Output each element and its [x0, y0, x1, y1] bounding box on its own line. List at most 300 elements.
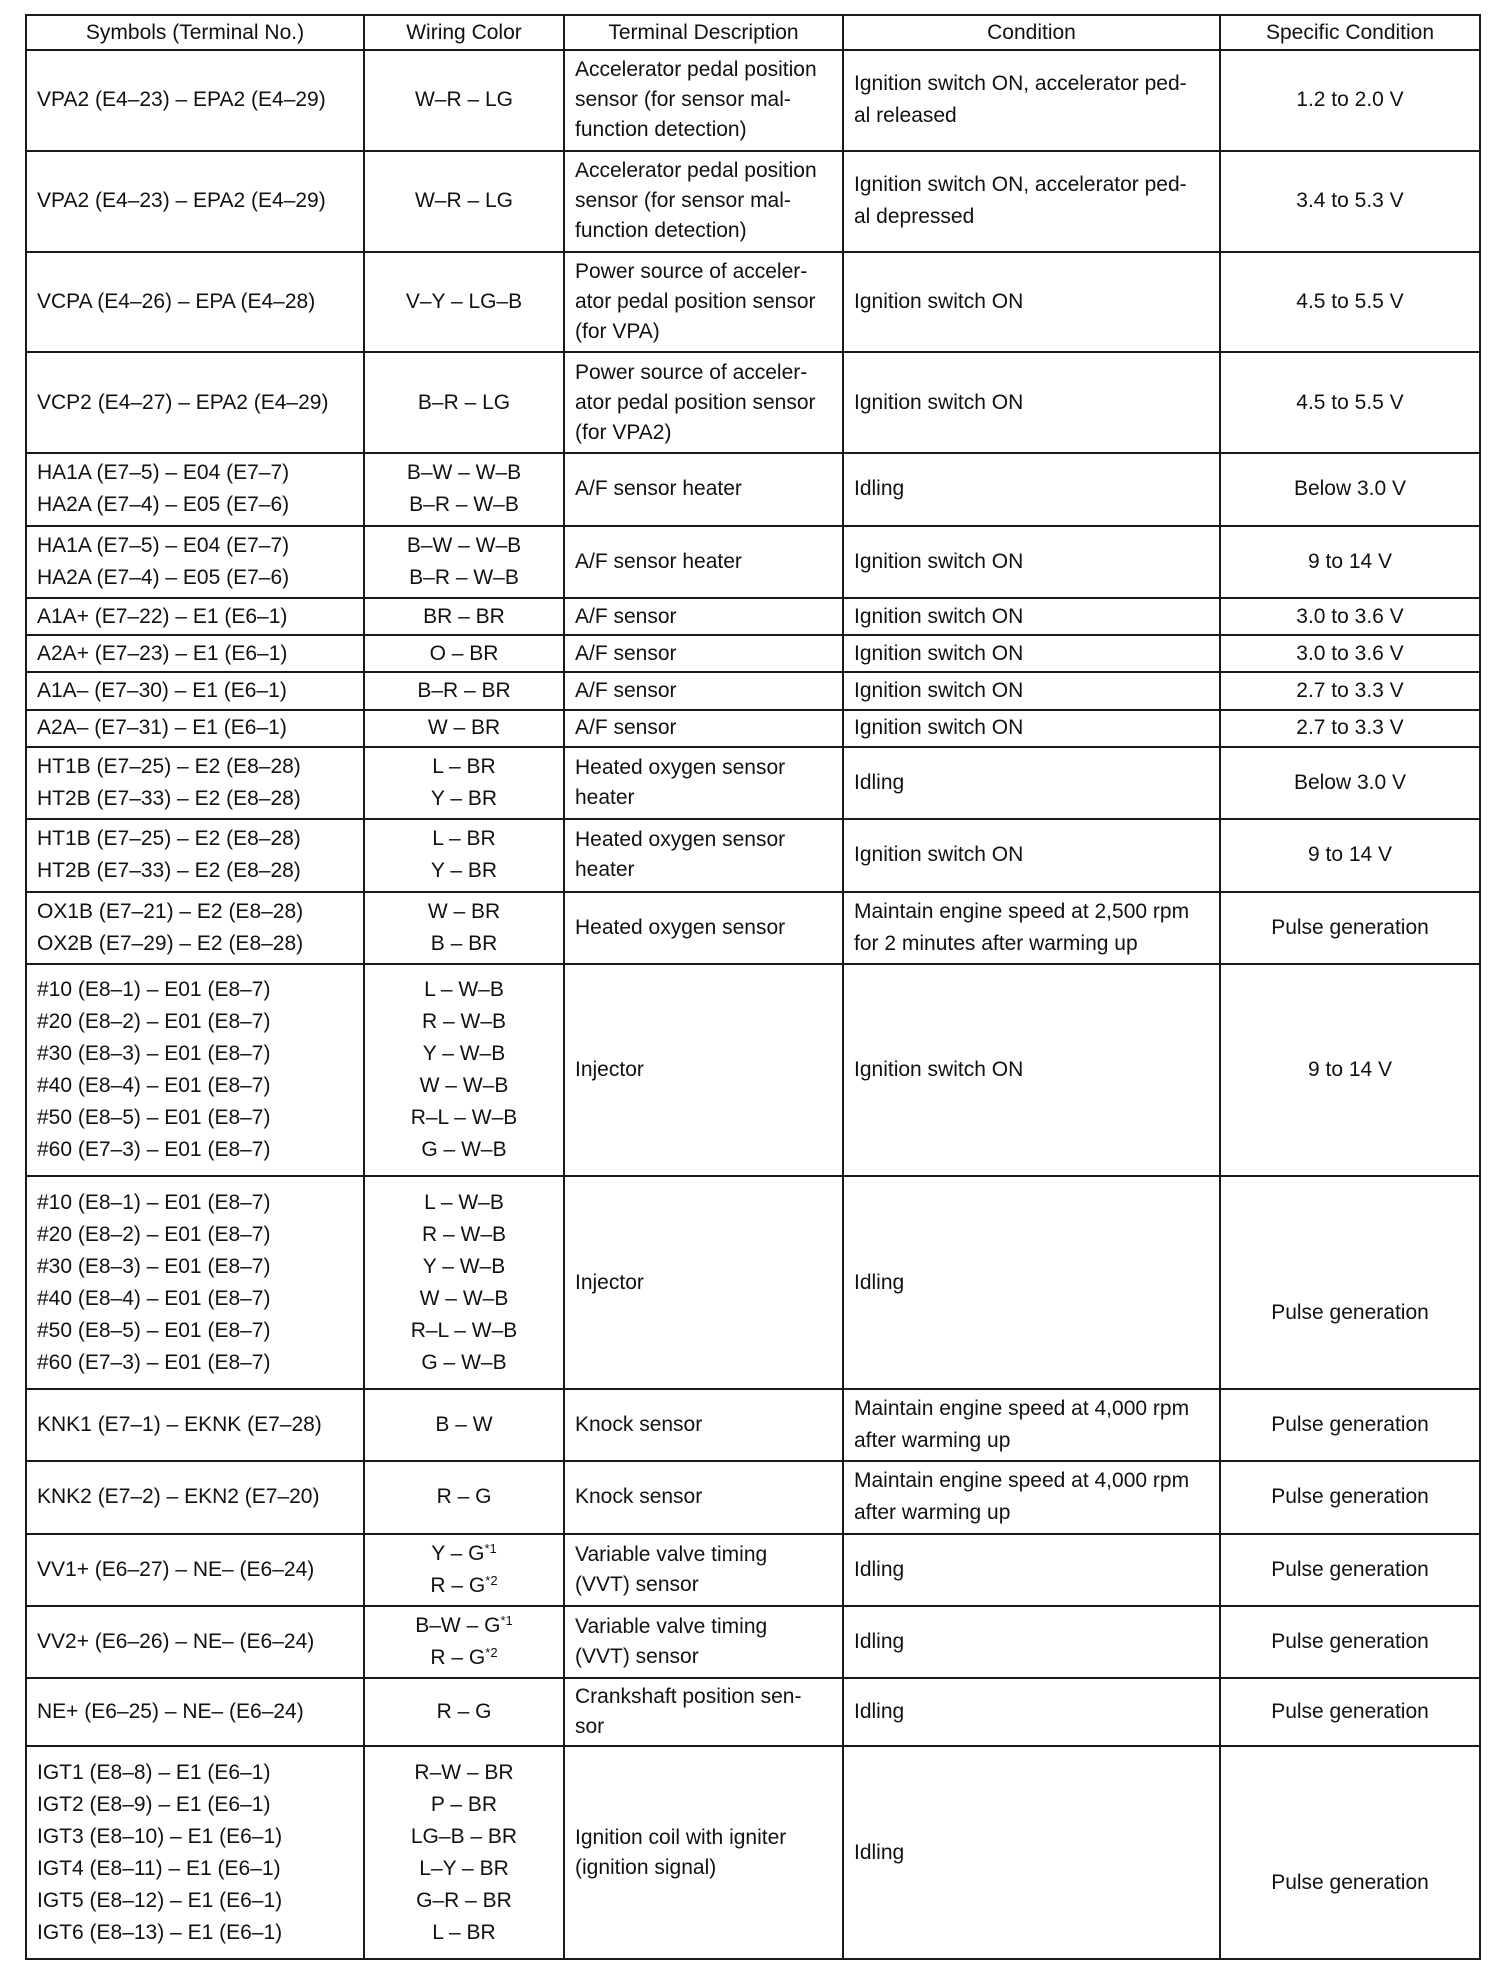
specific-condition-value: Pulse generation	[1271, 1413, 1429, 1437]
specific-condition-value: Pulse generation	[1271, 1300, 1429, 1324]
specific-condition-value: 2.7 to 3.3 V	[1296, 716, 1404, 740]
terminal-table	[25, 14, 1481, 1960]
wiring-color-cell	[364, 1746, 564, 1959]
table-row	[26, 819, 1480, 891]
terminal-description-cell	[564, 50, 843, 151]
specific-condition-cell	[1220, 1461, 1480, 1533]
wiring-color	[375, 1251, 553, 1283]
condition-line: Ignition switch ON	[854, 290, 1024, 314]
wiring-color	[375, 387, 553, 419]
specific-condition-cell	[1220, 453, 1480, 525]
description-line: heater	[575, 858, 635, 882]
terminal-description-cell	[564, 672, 843, 709]
header-condition: Condition	[843, 15, 1220, 50]
wiring-color	[375, 1006, 553, 1038]
wiring-color	[375, 1821, 553, 1853]
description-line: ator pedal position sensor	[575, 390, 816, 414]
wiring-color	[375, 928, 553, 960]
terminal-description-cell	[564, 747, 843, 819]
specific-condition-value: 4.5 to 5.5 V	[1296, 390, 1404, 414]
specific-condition-value: 1.2 to 2.0 V	[1296, 88, 1404, 112]
terminal-symbol: IGT5 (E8–12) – E1 (E6–1)	[37, 1888, 283, 1912]
symbols-cell	[26, 1606, 364, 1678]
specific-condition-cell	[1220, 352, 1480, 453]
description-line: (ignition signal)	[575, 1855, 717, 1879]
terminal-description-cell	[564, 892, 843, 964]
terminal-description-cell	[564, 964, 843, 1177]
specific-condition-value: Below 3.0 V	[1293, 771, 1407, 795]
wiring-color-text: R – G	[430, 1646, 486, 1670]
condition-cell	[843, 1534, 1220, 1606]
symbols-cell	[26, 1746, 364, 1959]
terminal-symbol: VCPA (E4–26) – EPA (E4–28)	[37, 290, 316, 314]
table-row	[26, 710, 1480, 747]
condition-line: Maintain engine speed at 4,000 rpm	[854, 1469, 1190, 1493]
wiring-color	[375, 530, 553, 562]
terminal-description-cell	[564, 526, 843, 598]
symbols-cell	[26, 635, 364, 672]
specific-condition-cell	[1220, 1534, 1480, 1606]
description-line: A/F sensor heater	[575, 477, 742, 501]
wiring-color	[375, 1102, 553, 1134]
table-row	[26, 672, 1480, 709]
condition-line: Ignition switch ON, accelerator ped-	[854, 173, 1187, 197]
condition-cell	[843, 352, 1220, 453]
table-row	[26, 1606, 1480, 1678]
description-line: Accelerator pedal position	[575, 58, 817, 82]
condition-line: Ignition switch ON	[854, 716, 1024, 740]
wiring-color-text: R – G	[436, 1485, 492, 1509]
condition-cell	[843, 710, 1220, 747]
wiring-color	[375, 1134, 553, 1166]
specific-condition-cell	[1220, 747, 1480, 819]
terminal-symbol: KNK1 (E7–1) – EKNK (E7–28)	[37, 1413, 322, 1437]
terminal-description-cell	[564, 635, 843, 672]
condition-line: Ignition switch ON	[854, 604, 1024, 628]
description-line: Heated oxygen sensor	[575, 756, 786, 780]
wiring-color-cell	[364, 710, 564, 747]
terminal-symbol: HA1A (E7–5) – E04 (E7–7)	[37, 461, 290, 485]
terminal-symbol: IGT2 (E8–9) – E1 (E6–1)	[37, 1792, 271, 1816]
wiring-color-text: B–W – W–B	[406, 533, 522, 557]
wiring-color-cell	[364, 526, 564, 598]
table-row	[26, 453, 1480, 525]
symbols-cell	[26, 598, 364, 635]
symbols-cell	[26, 352, 364, 453]
symbols-cell	[26, 453, 364, 525]
condition-cell	[843, 1746, 1220, 1959]
description-line: A/F sensor	[575, 641, 677, 665]
terminal-symbol: HT2B (E7–33) – E2 (E8–28)	[37, 859, 301, 883]
description-line: sensor (for sensor mal-	[575, 88, 791, 112]
terminal-symbol: VPA2 (E4–23) – EPA2 (E4–29)	[37, 189, 326, 213]
wiring-color-cell	[364, 1389, 564, 1461]
wiring-color-text: G–R – BR	[416, 1888, 512, 1912]
condition-line: after warming up	[854, 1501, 1011, 1525]
condition-line: Maintain engine speed at 2,500 rpm	[854, 899, 1190, 923]
symbols-cell	[26, 252, 364, 353]
terminal-symbol: #20 (E8–2) – E01 (E8–7)	[37, 1222, 271, 1246]
description-line: Variable valve timing	[575, 1542, 768, 1566]
specific-condition-value: Pulse generation	[1271, 915, 1429, 939]
condition-line: Ignition switch ON	[854, 641, 1024, 665]
wiring-color	[375, 1070, 553, 1102]
terminal-description-cell	[564, 1176, 843, 1389]
specific-condition-cell	[1220, 964, 1480, 1177]
specific-condition-cell	[1220, 598, 1480, 635]
condition-cell	[843, 964, 1220, 1177]
condition-cell	[843, 1389, 1220, 1461]
wiring-color	[375, 601, 553, 633]
condition-line: for 2 minutes after warming up	[854, 931, 1138, 955]
terminal-symbol: NE+ (E6–25) – NE– (E6–24)	[37, 1700, 304, 1724]
wiring-color	[375, 1642, 553, 1674]
specific-condition-value: Pulse generation	[1271, 1630, 1429, 1654]
specific-condition-value: 9 to 14 V	[1307, 1058, 1393, 1082]
wiring-color	[375, 1038, 553, 1070]
condition-line: Idling	[854, 1557, 905, 1581]
table-row	[26, 747, 1480, 819]
wiring-color	[375, 1409, 553, 1441]
description-line: Injector	[575, 1270, 644, 1294]
specific-condition-cell	[1220, 1606, 1480, 1678]
header-terminal-description: Terminal Description	[564, 15, 843, 50]
wiring-color-text: Y – G	[431, 1541, 485, 1565]
wiring-color-cell	[364, 672, 564, 709]
terminal-description-cell	[564, 352, 843, 453]
wiring-color	[375, 855, 553, 887]
wiring-color-text: Y – W–B	[422, 1042, 506, 1066]
symbols-cell	[26, 819, 364, 891]
wiring-color-text: B–R – W–B	[409, 565, 519, 589]
condition-line: Maintain engine speed at 4,000 rpm	[854, 1397, 1190, 1421]
wiring-color-cell	[364, 1461, 564, 1533]
condition-cell	[843, 672, 1220, 709]
description-line: function detection)	[575, 118, 747, 142]
wiring-color-text: R–L – W–B	[410, 1318, 518, 1342]
table-row	[26, 635, 1480, 672]
wiring-color	[375, 1219, 553, 1251]
table-row	[26, 1461, 1480, 1533]
wiring-color	[375, 457, 553, 489]
wiring-color	[375, 1917, 553, 1949]
wiring-color-text: LG–B – BR	[410, 1824, 518, 1848]
specific-condition-cell	[1220, 526, 1480, 598]
description-line: Accelerator pedal position	[575, 159, 817, 183]
terminal-symbol: IGT3 (E8–10) – E1 (E6–1)	[37, 1824, 283, 1848]
wiring-color-text: O – BR	[429, 641, 499, 665]
condition-cell	[843, 151, 1220, 252]
condition-line: Idling	[854, 1700, 905, 1724]
description-line: Power source of acceler-	[575, 260, 808, 284]
condition-cell	[843, 526, 1220, 598]
terminal-symbol: #40 (E8–4) – E01 (E8–7)	[37, 1286, 271, 1310]
table-row	[26, 892, 1480, 964]
terminal-symbol: HA2A (E7–4) – E05 (E7–6)	[37, 493, 290, 517]
footnote-marker: *2	[485, 1572, 498, 1588]
table-row	[26, 964, 1480, 1177]
terminal-symbol: OX1B (E7–21) – E2 (E8–28)	[37, 899, 304, 923]
wiring-color-text: W–R – LG	[414, 88, 514, 112]
symbols-cell	[26, 1389, 364, 1461]
specific-condition-value: Pulse generation	[1271, 1485, 1429, 1509]
symbols-cell	[26, 1461, 364, 1533]
description-line: Knock sensor	[575, 1413, 703, 1437]
wiring-color-text: B–W – G	[415, 1614, 501, 1638]
wiring-color	[375, 896, 553, 928]
description-line: A/F sensor	[575, 716, 677, 740]
description-line: Crankshaft position sen-	[575, 1685, 802, 1709]
terminal-symbol: VV1+ (E6–27) – NE– (E6–24)	[37, 1557, 315, 1581]
header-symbols: Symbols (Terminal No.)	[26, 15, 364, 50]
condition-cell	[843, 635, 1220, 672]
wiring-color-cell	[364, 892, 564, 964]
condition-cell	[843, 1176, 1220, 1389]
description-line: (VVT) sensor	[575, 1572, 699, 1596]
wiring-color-text: R – G	[430, 1573, 486, 1597]
description-line: Knock sensor	[575, 1485, 703, 1509]
terminal-symbol: IGT1 (E8–8) – E1 (E6–1)	[37, 1760, 271, 1784]
terminal-description-cell	[564, 1534, 843, 1606]
wiring-color-text: R – G	[436, 1700, 492, 1724]
symbols-cell	[26, 1678, 364, 1746]
condition-cell	[843, 819, 1220, 891]
condition-cell	[843, 252, 1220, 353]
wiring-color	[375, 974, 553, 1006]
terminal-description-cell	[564, 151, 843, 252]
footnote-marker: *1	[500, 1613, 513, 1629]
condition-line: al depressed	[854, 205, 975, 229]
wiring-color-text: B – BR	[430, 931, 498, 955]
description-line: Power source of acceler-	[575, 360, 808, 384]
table-row	[26, 352, 1480, 453]
terminal-symbol: HA1A (E7–5) – E04 (E7–7)	[37, 533, 290, 557]
terminal-symbol: A1A– (E7–30) – E1 (E6–1)	[37, 679, 287, 702]
description-line: (for VPA2)	[575, 420, 672, 444]
table-row	[26, 598, 1480, 635]
condition-cell	[843, 1606, 1220, 1678]
terminal-symbol: VCP2 (E4–27) – EPA2 (E4–29)	[37, 390, 329, 414]
table-row	[26, 526, 1480, 598]
specific-condition-cell	[1220, 1678, 1480, 1746]
specific-condition-cell	[1220, 50, 1480, 151]
wiring-color-cell	[364, 635, 564, 672]
wiring-color-text: L – BR	[432, 1920, 496, 1944]
specific-condition-value: Pulse generation	[1271, 1870, 1429, 1894]
symbols-cell	[26, 1534, 364, 1606]
wiring-color	[375, 1538, 553, 1570]
wiring-color-cell	[364, 453, 564, 525]
condition-line: Ignition switch ON	[854, 679, 1024, 702]
condition-line: Ignition switch ON, accelerator ped-	[854, 72, 1187, 96]
description-line: Injector	[575, 1058, 644, 1082]
specific-condition-value: Below 3.0 V	[1293, 477, 1407, 501]
wiring-color-cell	[364, 747, 564, 819]
wiring-color	[375, 1347, 553, 1379]
wiring-color	[375, 783, 553, 815]
terminal-symbol: A1A+ (E7–22) – E1 (E6–1)	[37, 604, 288, 628]
wiring-color	[375, 638, 553, 670]
wiring-color	[375, 1853, 553, 1885]
terminal-symbol: #60 (E7–3) – E01 (E8–7)	[37, 1350, 271, 1374]
terminal-symbol: A2A+ (E7–23) – E1 (E6–1)	[37, 641, 288, 665]
description-line: heater	[575, 786, 635, 810]
wiring-color-cell	[364, 1534, 564, 1606]
description-line: Variable valve timing	[575, 1615, 768, 1639]
terminal-symbol: KNK2 (E7–2) – EKN2 (E7–20)	[37, 1485, 320, 1509]
condition-line: Idling	[854, 1270, 905, 1294]
condition-line: Ignition switch ON	[854, 549, 1024, 573]
symbols-cell	[26, 710, 364, 747]
wiring-color	[375, 1757, 553, 1789]
terminal-symbol: #50 (E8–5) – E01 (E8–7)	[37, 1106, 271, 1130]
condition-cell	[843, 50, 1220, 151]
condition-cell	[843, 598, 1220, 635]
wiring-color	[375, 751, 553, 783]
wiring-color-cell	[364, 1678, 564, 1746]
specific-condition-value: Pulse generation	[1271, 1700, 1429, 1724]
specific-condition-cell	[1220, 1389, 1480, 1461]
wiring-color	[375, 1315, 553, 1347]
terminal-symbol: #50 (E8–5) – E01 (E8–7)	[37, 1318, 271, 1342]
terminal-description-cell	[564, 1746, 843, 1959]
wiring-color-text: B–R – LG	[417, 390, 511, 414]
terminal-symbol: HT2B (E7–33) – E2 (E8–28)	[37, 787, 301, 811]
terminal-symbol: HT1B (E7–25) – E2 (E8–28)	[37, 827, 301, 851]
description-line: Ignition coil with igniter	[575, 1825, 787, 1849]
wiring-color-text: B–R – BR	[417, 679, 511, 702]
terminal-description-cell	[564, 710, 843, 747]
specific-condition-value: 3.0 to 3.6 V	[1296, 604, 1404, 628]
specific-condition-cell	[1220, 1746, 1480, 1959]
wiring-color-text: B–R – W–B	[409, 493, 519, 517]
condition-line: Ignition switch ON	[854, 390, 1024, 414]
wiring-color	[375, 712, 553, 744]
condition-cell	[843, 1678, 1220, 1746]
wiring-color	[375, 1187, 553, 1219]
wiring-color-cell	[364, 819, 564, 891]
condition-cell	[843, 747, 1220, 819]
wiring-color-text: Y – BR	[430, 859, 498, 883]
wiring-color	[375, 1885, 553, 1917]
table-row	[26, 1176, 1480, 1389]
wiring-color-text: B–W – W–B	[406, 461, 522, 485]
terminal-symbol: VPA2 (E4–23) – EPA2 (E4–29)	[37, 88, 326, 112]
wiring-color-text: Y – W–B	[422, 1254, 506, 1278]
terminal-symbol: OX2B (E7–29) – E2 (E8–28)	[37, 931, 304, 955]
table-row	[26, 1534, 1480, 1606]
header-wiring-color: Wiring Color	[364, 15, 564, 50]
wiring-color-cell	[364, 1606, 564, 1678]
wiring-color	[375, 675, 553, 707]
wiring-color-text: G – W–B	[421, 1138, 507, 1162]
terminal-symbol: HA2A (E7–4) – E05 (E7–6)	[37, 565, 290, 589]
wiring-color-cell	[364, 151, 564, 252]
wiring-color	[375, 1481, 553, 1513]
terminal-symbol: #20 (E8–2) – E01 (E8–7)	[37, 1010, 271, 1034]
wiring-color-text: L – BR	[432, 827, 496, 851]
condition-line: Idling	[854, 1840, 905, 1864]
condition-cell	[843, 892, 1220, 964]
wiring-color	[375, 1283, 553, 1315]
specific-condition-cell	[1220, 635, 1480, 672]
wiring-color-text: R–W – BR	[414, 1760, 514, 1784]
terminal-description-cell	[564, 598, 843, 635]
table-body	[26, 50, 1480, 1959]
wiring-color-text: R – W–B	[421, 1010, 507, 1034]
description-line: ator pedal position sensor	[575, 290, 816, 314]
specific-condition-value: 4.5 to 5.5 V	[1296, 290, 1404, 314]
specific-condition-cell	[1220, 892, 1480, 964]
terminal-symbol: #10 (E8–1) – E01 (E8–7)	[37, 978, 271, 1002]
table-row	[26, 50, 1480, 151]
specific-condition-value: 9 to 14 V	[1307, 549, 1393, 573]
wiring-color-text: W–R – LG	[414, 189, 514, 213]
condition-line: al released	[854, 104, 957, 128]
specific-condition-value: 2.7 to 3.3 V	[1296, 679, 1404, 702]
wiring-color	[375, 823, 553, 855]
symbols-cell	[26, 892, 364, 964]
condition-line: after warming up	[854, 1429, 1011, 1453]
wiring-color	[375, 562, 553, 594]
symbols-cell	[26, 526, 364, 598]
terminal-description-cell	[564, 252, 843, 353]
table-row	[26, 1389, 1480, 1461]
condition-line: Idling	[854, 477, 905, 501]
description-line: A/F sensor	[575, 604, 677, 628]
description-line: (for VPA)	[575, 320, 660, 344]
description-line: sor	[575, 1715, 605, 1739]
specific-condition-value: Pulse generation	[1271, 1557, 1429, 1581]
wiring-color-text: Y – BR	[430, 787, 498, 811]
condition-line: Ignition switch ON	[854, 843, 1024, 867]
symbols-cell	[26, 1176, 364, 1389]
wiring-color-text: V–Y – LG–B	[405, 290, 523, 314]
specific-condition-value: 9 to 14 V	[1307, 843, 1393, 867]
description-line: (VVT) sensor	[575, 1645, 699, 1669]
header-specific-condition: Specific Condition	[1220, 15, 1480, 50]
terminal-symbol: VV2+ (E6–26) – NE– (E6–24)	[37, 1630, 315, 1654]
wiring-color-cell	[364, 50, 564, 151]
specific-condition-cell	[1220, 151, 1480, 252]
description-line: function detection)	[575, 219, 747, 243]
specific-condition-value: 3.4 to 5.3 V	[1296, 189, 1404, 213]
condition-cell	[843, 1461, 1220, 1533]
symbols-cell	[26, 672, 364, 709]
terminal-description-cell	[564, 1461, 843, 1533]
terminal-symbol: #60 (E7–3) – E01 (E8–7)	[37, 1138, 271, 1162]
description-line: A/F sensor	[575, 679, 677, 702]
terminal-description-cell	[564, 819, 843, 891]
terminal-symbol: IGT6 (E8–13) – E1 (E6–1)	[37, 1920, 283, 1944]
wiring-color-text: P – BR	[430, 1792, 498, 1816]
table-row	[26, 151, 1480, 252]
wiring-color-cell	[364, 352, 564, 453]
wiring-color-text: L – W–B	[424, 1190, 504, 1214]
specific-condition-cell	[1220, 1176, 1480, 1389]
description-line: sensor (for sensor mal-	[575, 189, 791, 213]
wiring-color	[375, 84, 553, 116]
wiring-color	[375, 1789, 553, 1821]
wiring-color-text: W – BR	[427, 899, 501, 923]
wiring-color-text: G – W–B	[421, 1350, 507, 1374]
wiring-color-cell	[364, 964, 564, 1177]
header-row	[26, 15, 1480, 50]
condition-line: Idling	[854, 771, 905, 795]
wiring-color	[375, 286, 553, 318]
wiring-color	[375, 1696, 553, 1728]
wiring-color-text: W – W–B	[419, 1286, 509, 1310]
